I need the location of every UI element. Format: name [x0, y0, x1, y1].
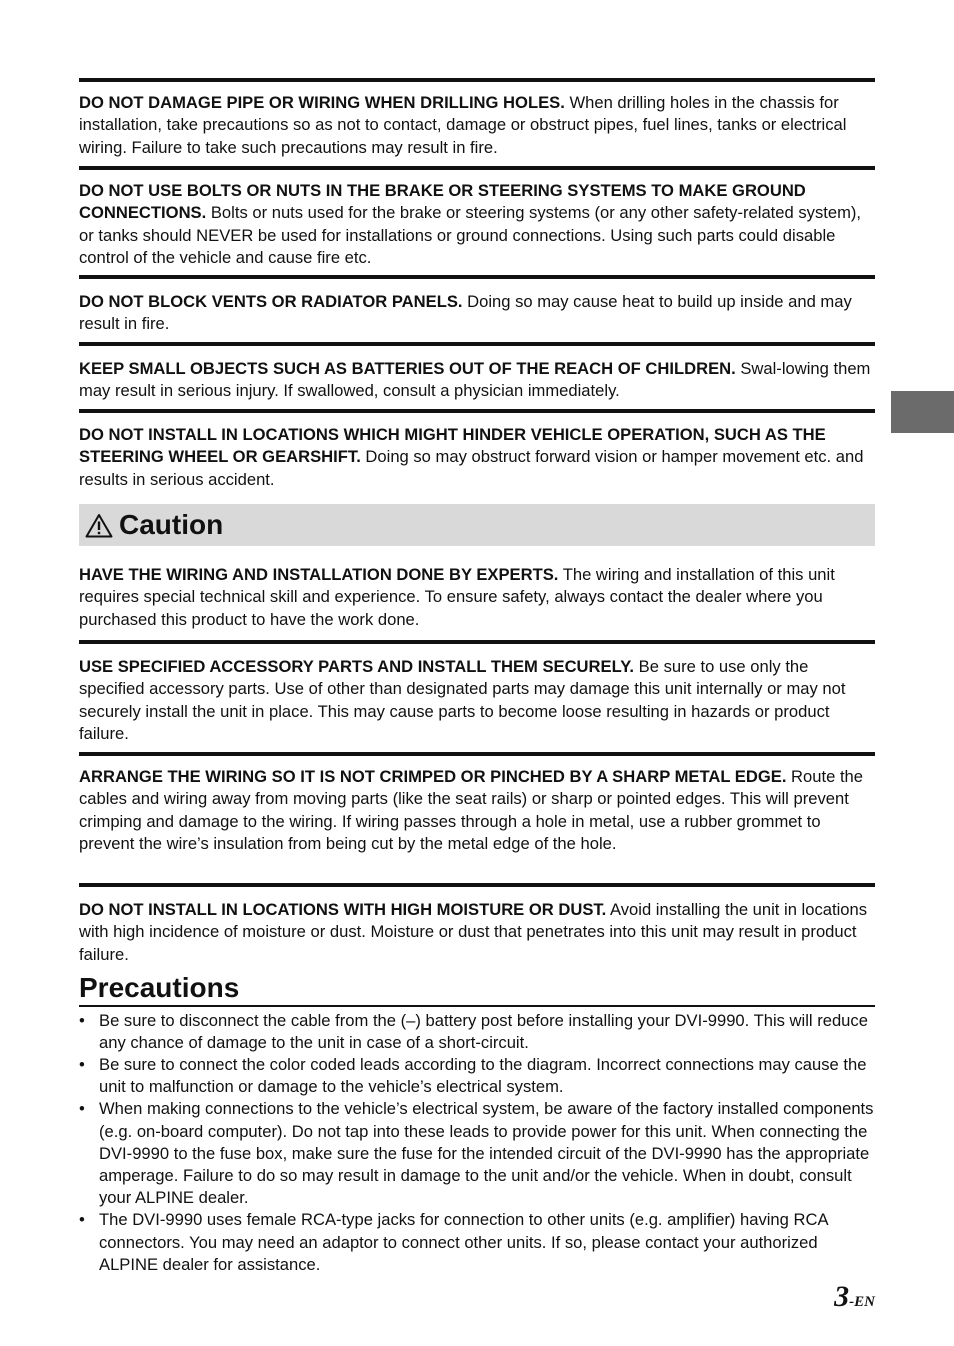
warning-heading: KEEP SMALL OBJECTS SUCH AS BATTERIES OUT OF THE REACH OF CHILDREN.: [79, 359, 736, 378]
warning-heading: DO NOT BLOCK VENTS OR RADIATOR PANELS.: [79, 292, 463, 311]
warning-2-block: [79, 275, 875, 336]
caution-heading: USE SPECIFIED ACCESSORY PARTS AND INSTALL THEM SECURELY.: [79, 657, 635, 676]
section-rule: [79, 275, 875, 279]
section-rule: [79, 78, 875, 82]
warning-4-block: [79, 409, 875, 491]
precaution-item: • The DVI-9990 uses female RCA-type jacks for connection to other units (e.g. amplifier) having RCA connectors. You may need an adaptor to connect other units. If so, please contact your authorized ALPINE dealer for assistance.: [79, 1209, 875, 1276]
warning-0-block: [79, 78, 875, 159]
warning-item: [79, 358, 875, 403]
page-number-suffix: -EN: [849, 1294, 875, 1310]
caution-heading: ARRANGE THE WIRING SO IT IS NOT CRIMPED OR PINCHED BY A SHARP METAL EDGE.: [79, 767, 787, 786]
warning-item: [79, 424, 875, 491]
page-number-value: 3: [834, 1280, 850, 1313]
warning-3-block: [79, 342, 875, 403]
caution-2-block: [79, 752, 875, 856]
precautions-title: Precautions: [79, 972, 240, 1003]
section-rule: [79, 752, 875, 756]
warning-heading: DO NOT DAMAGE PIPE OR WIRING WHEN DRILLING HOLES.: [79, 93, 565, 112]
caution-body: The wiring and installation of this unit requires special technical skill and experience. To ensure safety, always contact the dealer where you purchased this product to have the work done.: [79, 565, 835, 629]
section-rule: [79, 883, 875, 887]
warning-body: Swal-lowing them may result in serious injury. If swallowed, consult a physician immediately.: [79, 359, 871, 401]
warning-body: Doing so may obstruct forward vision or hamper movement etc. and results in serious accident.: [79, 447, 864, 489]
caution-body: Avoid installing the unit in locations with high incidence of moisture or dust. Moisture or dust that penetrates into this unit may result in product failure.: [79, 900, 868, 964]
precautions-section: [79, 971, 875, 1276]
precaution-item: • When making connections to the vehicle’s electrical system, be aware of the factory installed components (e.g. on-board computer). Do not tap into these leads to provide power for this unit. When connecting the DVI-9990 to the fuse box, make sure the fuse for the intended circuit of the DVI-9990 has the appropriate amperage. Failure to do so may result in damage to the unit and/or the vehicle. When in doubt, consult your ALPINE dealer.: [79, 1098, 875, 1209]
section-tab-marker: [891, 391, 954, 433]
section-rule: [79, 409, 875, 413]
caution-3-block: [79, 883, 875, 966]
caution-item: [79, 656, 875, 746]
section-rule: [79, 342, 875, 346]
warning-item: [79, 92, 875, 159]
caution-heading: HAVE THE WIRING AND INSTALLATION DONE BY EXPERTS.: [79, 565, 559, 584]
warning-triangle-icon: [85, 513, 113, 538]
section-rule: [79, 166, 875, 170]
warning-heading: DO NOT INSTALL IN LOCATIONS WHICH MIGHT HINDER VEHICLE OPERATION, SUCH AS THE STEERING WHEEL OR GEARSHIFT.: [79, 425, 826, 467]
precautions-list: [79, 1010, 875, 1276]
section-rule: [79, 640, 875, 644]
warning-item: [79, 291, 875, 336]
precaution-item: • Be sure to connect the color coded leads according to the diagram. Incorrect connections may cause the unit to malfunction or damage to the vehicle’s electrical system.: [79, 1054, 875, 1098]
warning-body: Doing so may cause heat to build up inside and may result in fire.: [79, 292, 852, 334]
caution-1-block: [79, 640, 875, 746]
caution-header: [79, 504, 875, 546]
caution-title: Caution: [119, 509, 224, 540]
caution-item: [79, 899, 875, 966]
caution-0-block: [79, 553, 875, 631]
caution-body: Route the cables and wiring away from moving parts (like the seat rails) or sharp or pointed edges. This will prevent crimping and damage to the wiring. If wiring passes through a hole in metal, use a rubber grommet to prevent the wire’s insulation from being cut by the metal edge of the hole.: [79, 767, 864, 854]
caution-heading: DO NOT INSTALL IN LOCATIONS WITH HIGH MOISTURE OR DUST.: [79, 900, 607, 919]
caution-item: [79, 766, 875, 856]
page-number: [834, 1280, 875, 1314]
caution-body: Be sure to use only the specified accessory parts. Use of other than designated parts may damage this unit internally or may not securely install the unit in place. This may cause parts to become loose resulting in hazards or product failure.: [79, 657, 846, 744]
caution-item: [79, 564, 875, 631]
warning-body: Bolts or nuts used for the brake or steering systems (or any other safety-related system), or tanks should NEVER be used for installations or ground connections. Using such parts could disable control of the vehicle and cause fire etc.: [79, 203, 862, 268]
warning-heading: DO NOT USE BOLTS OR NUTS IN THE BRAKE OR STEERING SYSTEMS TO MAKE GROUND CONNECTIONS.: [79, 181, 806, 223]
precaution-item: • Be sure to disconnect the cable from the (–) battery post before installing your DVI-9990. This will reduce any chance of damage to the unit in case of a short-circuit.: [79, 1010, 875, 1054]
warning-1-block: [79, 166, 875, 270]
precautions-rule: [79, 1005, 875, 1007]
warning-item: [79, 180, 875, 270]
warning-body: When drilling holes in the chassis for installation, take precautions so as not to contact, damage or obstruct pipes, fuel lines, tanks or electrical wiring. Failure to take such precautions may result in fire.: [79, 93, 847, 157]
